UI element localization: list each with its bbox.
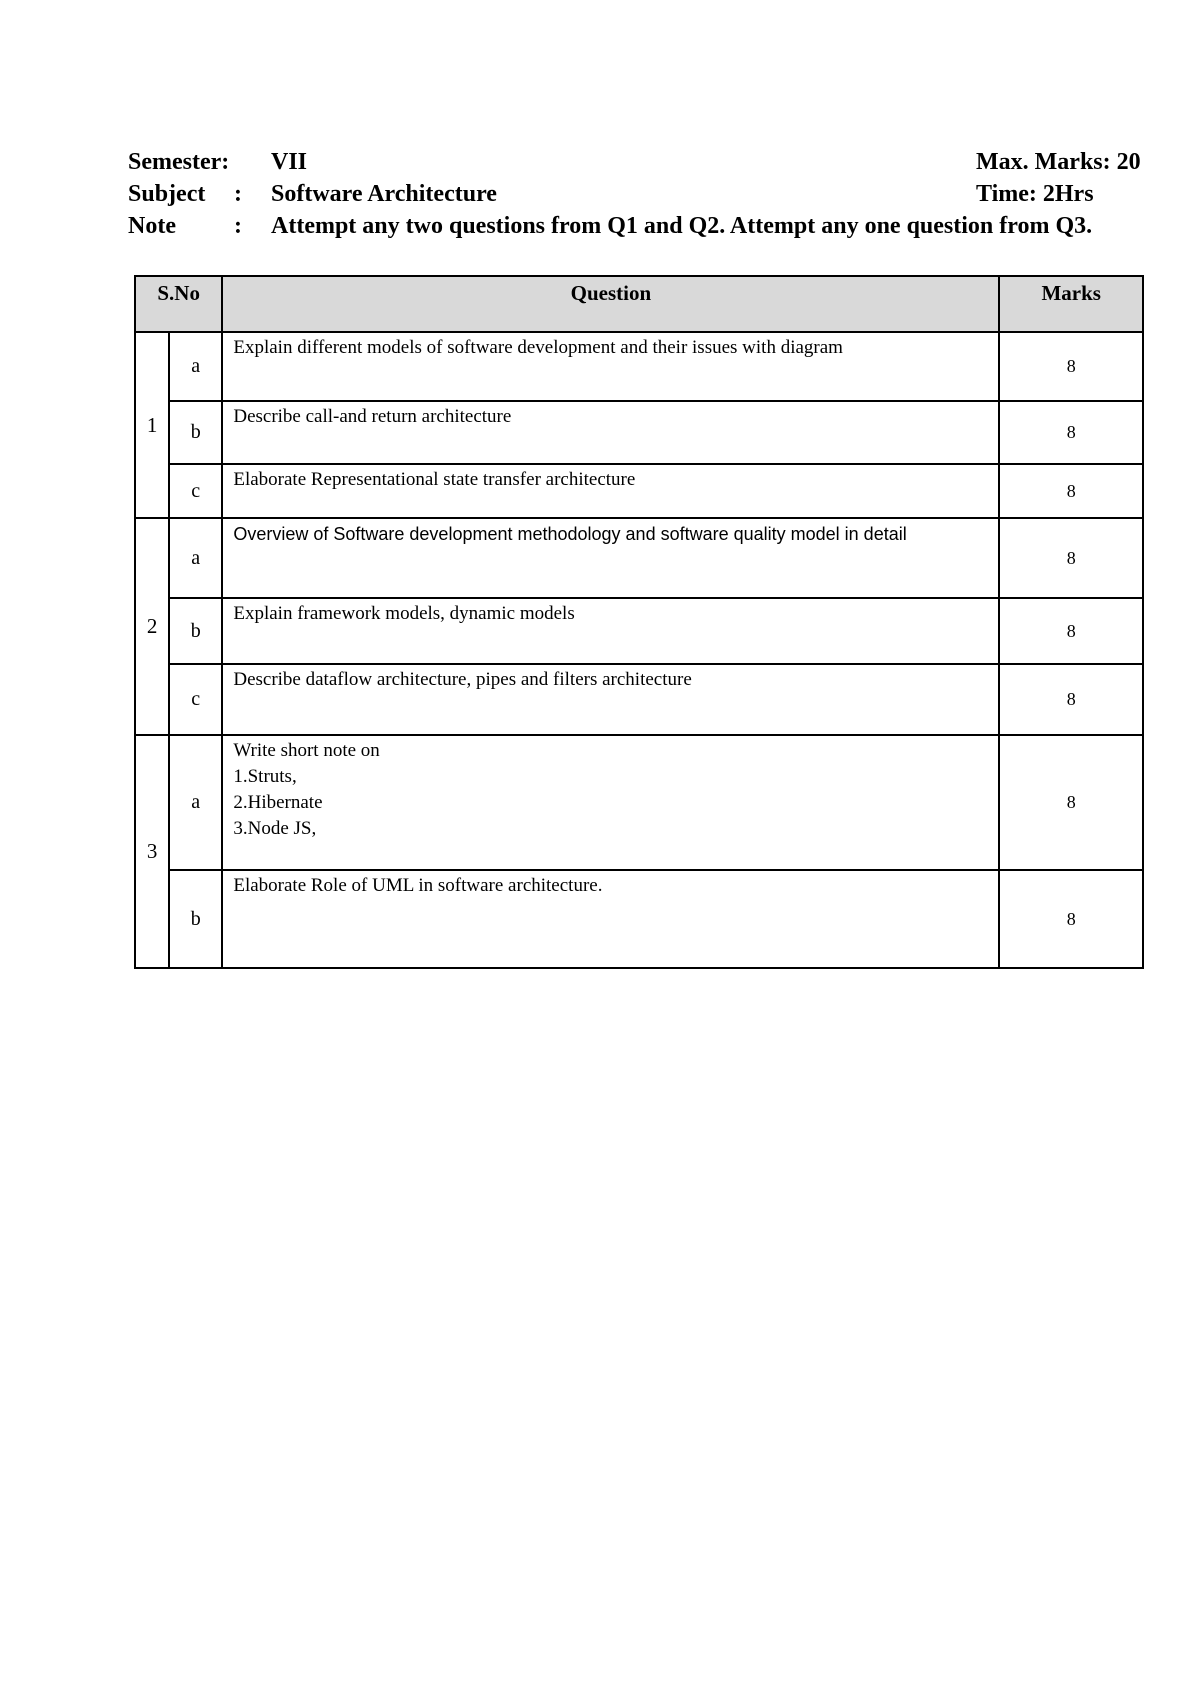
question-text — [222, 464, 999, 518]
question-line: Elaborate Role of UML in software architecture. — [233, 875, 603, 896]
question-line: Elaborate Representational state transfer architecture — [233, 469, 636, 490]
note-row — [128, 210, 1198, 274]
semester-row — [128, 146, 1198, 178]
question-line: Overview of Software development methodology and software quality model in detail — [233, 524, 907, 544]
sub-question-letter: b — [169, 598, 222, 664]
sno-header: S.No — [135, 276, 222, 332]
question-text — [222, 401, 999, 464]
question-header: Question — [222, 276, 999, 332]
question-marks: 8 — [999, 464, 1143, 518]
question-line: 1.Struts, — [233, 766, 297, 787]
table-header-row — [135, 276, 1143, 332]
table-row — [135, 664, 1143, 735]
max-marks: Max. Marks: 20 — [976, 149, 1141, 175]
question-text — [222, 664, 999, 735]
question-number: 1 — [135, 332, 169, 518]
question-text — [222, 598, 999, 664]
note-colon: : — [234, 213, 242, 239]
sub-question-letter: c — [169, 664, 222, 735]
question-marks: 8 — [999, 332, 1143, 401]
subject-row — [128, 178, 1198, 210]
semester-value: VII — [271, 149, 308, 175]
marks-header: Marks — [999, 276, 1143, 332]
question-line: Write short note on — [233, 740, 380, 761]
table-row — [135, 464, 1143, 518]
question-line: Explain different models of software development and their issues with diagram — [233, 337, 843, 358]
question-text — [222, 870, 999, 968]
question-text — [222, 518, 999, 598]
table-row — [135, 735, 1143, 870]
table-row — [135, 401, 1143, 464]
question-marks: 8 — [999, 735, 1143, 870]
sub-question-letter: c — [169, 464, 222, 518]
question-text — [222, 735, 999, 870]
question-line: 2.Hibernate — [233, 792, 323, 813]
question-line: Explain framework models, dynamic models — [233, 603, 575, 624]
subject-label: Subject — [128, 181, 206, 207]
sub-question-letter: b — [169, 870, 222, 968]
question-line: Describe dataflow architecture, pipes and filters architecture — [233, 669, 692, 690]
subject-value: Software Architecture — [271, 181, 497, 207]
sub-question-letter: b — [169, 401, 222, 464]
table-row — [135, 870, 1143, 968]
question-number: 2 — [135, 518, 169, 735]
table-row — [135, 332, 1143, 401]
semester-label: Semester: — [128, 149, 230, 175]
question-marks: 8 — [999, 518, 1143, 598]
time-allowed: Time: 2Hrs — [976, 181, 1094, 207]
question-marks: 8 — [999, 598, 1143, 664]
table-row — [135, 518, 1143, 598]
question-marks: 8 — [999, 401, 1143, 464]
question-line: Describe call-and return architecture — [233, 406, 512, 427]
question-marks: 8 — [999, 664, 1143, 735]
sub-question-letter: a — [169, 518, 222, 598]
table-row — [135, 598, 1143, 664]
sub-question-letter: a — [169, 332, 222, 401]
question-number: 3 — [135, 735, 169, 968]
subject-colon: : — [234, 181, 242, 207]
note-text: Attempt any two questions from Q1 and Q2. Attempt any one question from Q3. — [271, 213, 1093, 239]
sub-question-letter: a — [169, 735, 222, 870]
question-marks: 8 — [999, 870, 1143, 968]
question-line: 3.Node JS, — [233, 818, 317, 839]
exam-header — [128, 146, 1198, 274]
note-label: Note — [128, 213, 176, 239]
question-text — [222, 332, 999, 401]
questions-table — [134, 275, 1144, 969]
